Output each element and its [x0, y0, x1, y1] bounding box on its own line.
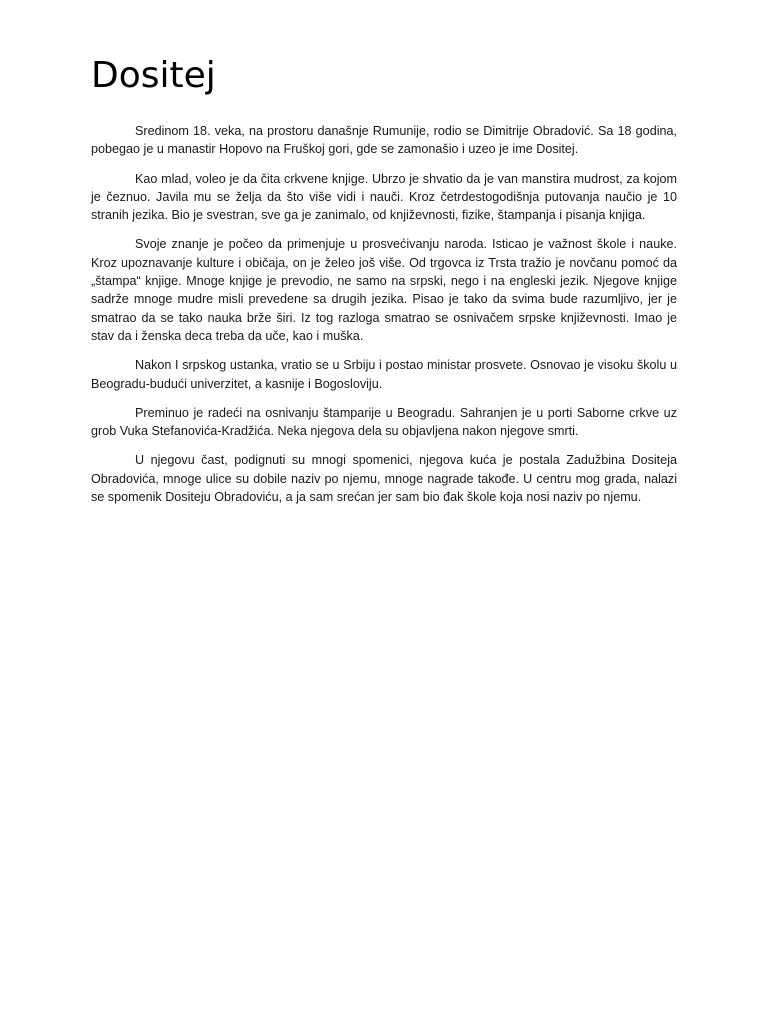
paragraph-death: Preminuo je radeći na osnivanju štamparije u Beogradu. Sahranjen je u porti Saborne crkve uz grob Vuka Stefanovića-Kradžića. Neka njegova dela su objavljena nakon njegove smrti.	[91, 405, 677, 439]
paragraph-birth: Sredinom 18. veka, na prostoru današnje Rumunije, rodio se Dimitrije Obradović. Sa 18 godina, pobegao je u manastir Hopovo na Fruškoj gori, gde se zamonašio i uzeo je ime Dositej.	[91, 124, 677, 157]
paragraph-youth: Kao mlad, voleo je da čita crkvene knjige. Ubrzo je shvatio da je van manstira mudrost, za kojom je čeznuo. Javila mu se želja da što više vidi i nauči. Kroz četrdestogodišnja putovanja naučio je 10 stranih jezika. Bio je svestran, sve ga je zanimalo, od književnosti, fizike, štampanja i pisanja knjiga.	[91, 171, 677, 223]
document-page	[91, 54, 677, 517]
document-title: Dositej	[91, 55, 216, 96]
paragraph-enlightenment: Svoje znanje je počeo da primenjuje u prosvećivanju naroda. Isticao je važnost škole i nauke. Kroz upoznavanje kulture i običaja, on je želeo još više. Od trgovca iz Trsta tražio je novčanu pomoć da „štampa“ knjige. Mnoge knjige je prevodio, ne samo na srpski, nego i na engleski jezik. Njegove knjige sadrže mnoge mudre misli prevedene sa drugih jezika. Pisao je tako da svima bude razumljivo, jer je smatrao da se tako nauka brže širi. Iz tog razloga smatrao se osnivačem srpske književnosti. Imao je stav da i ženska deca treba da uče, kao i muška.	[91, 237, 677, 343]
paragraph-minister: Nakon I srpskog ustanka, vratio se u Srbiju i postao ministar prosvete. Osnovao je visoku školu u Beogradu-budući univerzitet, a kasnije i Bogosloviju.	[91, 358, 677, 391]
paragraph-legacy: U njegovu čast, podignuti su mnogi spomenici, njegova kuća je postala Zadužbina Dositeja Obradovića, mnoge ulice su dobile naziv po njemu, mnoge nagrade takođe. U centru mog grada, nalazi se spomenik Dositeju Obradoviću, a ja sam srećan jer sam bio đak škole koja nosi naziv po njemu.	[91, 453, 677, 505]
